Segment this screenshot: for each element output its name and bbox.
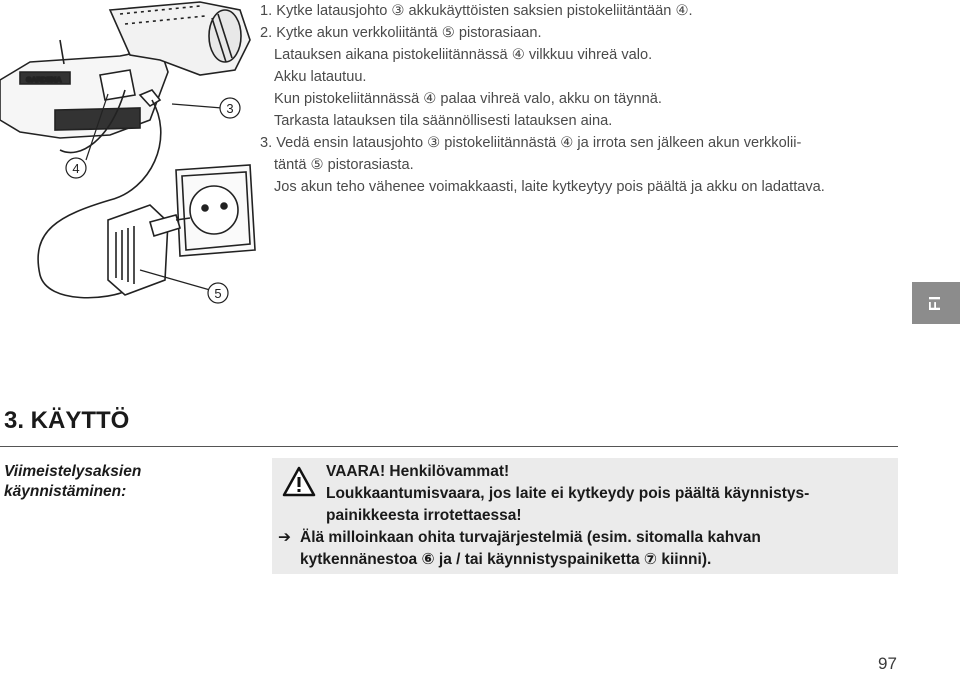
callout-3-label: 3 [226, 101, 234, 116]
warning-instruction-text: Älä milloinkaan ohita turvajärjestelmiä (esim. sitomalla kahvan [300, 529, 761, 546]
section-title: 3. KÄYTTÖ [4, 407, 130, 434]
callout-5-label: 5 [214, 286, 222, 301]
step-2-note-d: Tarkasta latauksen tila säännöllisesti latauksen aina. [274, 113, 613, 129]
step-2-note-c: Kun pistokeliitännässä ④ palaa vihreä valo, akku on täynnä. [274, 91, 662, 107]
callout-3-leader [172, 104, 222, 108]
charging-illustration [0, 0, 262, 320]
step-2: 2. Kytke akun verkkoliitäntä ⑤ pistorasiaan. [260, 25, 542, 41]
step-2-note-b: Akku latautuu. [274, 69, 367, 85]
language-tab-label: FI [927, 294, 944, 312]
step-1: 1. Kytke latausjohto ③ akkukäyttöisten saksien pistokeliitäntään ④. [260, 3, 693, 19]
warning-risk-line-1: Loukkaantumisvaara, jos laite ei kytkeydy pois päältä käynnistys- [326, 485, 810, 502]
warning-text [278, 461, 890, 571]
shears-drawing [0, 2, 250, 138]
section-divider [0, 446, 898, 447]
wall-socket-drawing [176, 165, 255, 256]
callout-4-label: 4 [72, 161, 80, 176]
warning-instruction-line-1 [278, 527, 890, 549]
arrow-right-icon: ➔ [278, 529, 291, 546]
step-2-note-a: Latauksen aikana pistokeliitännässä ④ vilkkuu vihreä valo. [274, 47, 653, 63]
step-3: 3. Vedä ensin latausjohto ③ pistokeliitännästä ④ ja irrota sen jälkeen akun verkkolii- [260, 135, 802, 151]
language-tab [912, 282, 960, 324]
page-number: 97 [878, 654, 897, 673]
section-subheading: Viimeistelysaksien käynnistäminen: [4, 463, 142, 500]
warning-risk-line-2: painikkeesta irrotettaessa! [326, 507, 522, 524]
charger-drawing [108, 205, 190, 295]
charging-steps [260, 0, 920, 198]
warning-heading: VAARA! Henkilövammat! [326, 463, 510, 480]
step-3-cont: täntä ⑤ pistorasiasta. [274, 157, 414, 173]
svg-text:GARDENA: GARDENA [26, 77, 62, 84]
battery-note: Jos akun teho vähenee voimakkaasti, laite kytkeytyy pois päältä ja akku on ladattava. [274, 179, 825, 195]
warning-instruction-line-2: kytkennänestoa ⑥ ja / tai käynnistyspainiketta ⑦ kiinni). [300, 551, 712, 568]
